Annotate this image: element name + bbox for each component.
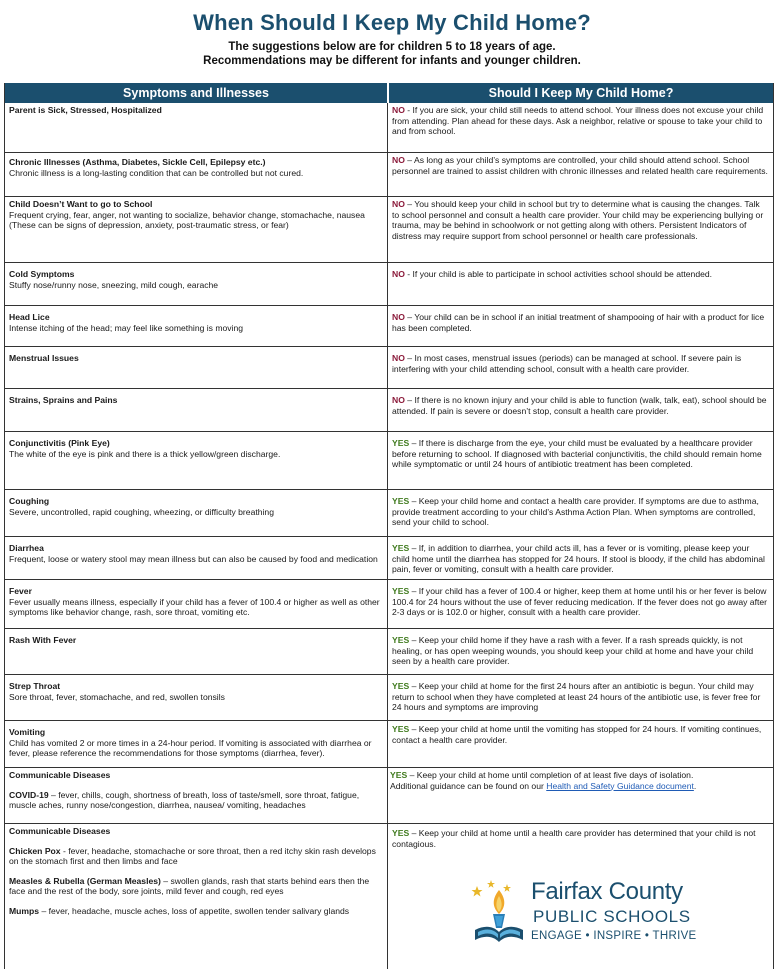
table-row — [5, 263, 773, 306]
symptom-cell — [5, 197, 387, 262]
symptom-desc: Frequent crying, fear, anger, not wanting to socialize, behavior change, stomachache, nausea (These can be signs of depression, anxiety, post-traumatic stress, or fear) — [9, 209, 365, 231]
symptom-name: Vomiting — [9, 727, 46, 737]
disease-label: Chicken Pox — [9, 845, 61, 856]
disease-item — [9, 906, 383, 917]
symptom-name: Child Doesn’t Want to go to School — [9, 199, 153, 209]
advice-text: – If your child has a fever of 100.4 or higher, keep them at home until his or her fever is below 100.4 for 24 hours without the use of fever reducing medication. If the fever does not go away after 2-3 days or is 102.0 or higher, consult with a health care provider. — [392, 586, 768, 618]
symptom-desc: Fever usually means illness, especially if your child has a fever of 100.4 or higher as well as other symptoms like behavior change, rash, sore throat, vomiting etc. — [9, 596, 380, 618]
table-row — [5, 432, 773, 490]
symptom-name: Head Lice — [9, 312, 50, 322]
advice-cell — [387, 629, 773, 674]
covid-description — [9, 790, 383, 811]
advice-text: – Keep your child at home until the vomiting has stopped for 24 hours. If vomiting continues, contact a health care provider. — [392, 724, 762, 745]
verdict-no: NO — [392, 199, 405, 209]
advice-cell — [387, 537, 773, 579]
table-row — [5, 675, 773, 721]
advice-text: – You should keep your child in school but try to determine what is causing the changes. Talk to school personnel and consult a health care provider. Your child may be experiencing bullying or trauma, may be behind in schoolwork or not getting along with others. Persistent Indicators of distress may require support from school personnel or health care professionals. — [392, 199, 764, 241]
advice-cell — [387, 768, 773, 823]
disease-label: Mumps — [9, 905, 40, 916]
logo-motto: ENGAGE • INSPIRE • THRIVE — [531, 930, 697, 942]
advice-text: – Keep your child home and contact a health care provider. If symptoms are due to asthma, provide treatment according to your child’s Asthma Action Plan. When symptoms are controlled, send your child to school. — [392, 496, 759, 528]
symptom-name: Chronic Illnesses (Asthma, Diabetes, Sickle Cell, Epilepsy etc.) — [9, 157, 266, 167]
advice-text: - If your child is able to participate in school activities school should be attended. — [404, 269, 713, 279]
verdict-no: NO — [392, 353, 405, 363]
verdict-yes: YES — [390, 770, 408, 780]
advice-cell — [387, 153, 773, 196]
verdict-no: NO — [392, 395, 405, 405]
symptom-name: Communicable Diseases — [9, 770, 111, 780]
table-row — [5, 490, 773, 537]
symptom-name: Fever — [9, 586, 32, 596]
disease-label: Measles & Rubella (German Measles) — [9, 875, 161, 886]
symptom-name: Cold Symptoms — [9, 269, 75, 279]
advice-text: – If there is no known injury and your child is able to function (walk, talk, eat), school should be attended. If pain is severe or doesn’t stop, consult a health care provider. — [392, 395, 767, 416]
advice-cell — [387, 263, 773, 305]
advice-cell — [387, 306, 773, 346]
symptom-cell — [5, 306, 387, 346]
page-title: When Should I Keep My Child Home? — [193, 10, 591, 35]
verdict-yes: YES — [392, 681, 410, 691]
symptom-desc: Stuffy nose/runny nose, sneezing, mild cough, earache — [9, 279, 219, 290]
symptom-name: Conjunctivitis (Pink Eye) — [9, 438, 110, 448]
verdict-no: NO — [392, 105, 405, 115]
symptom-cell — [5, 768, 387, 823]
disease-desc: – swollen glands, rash that starts behind ears then the face and the rest of the body, sore joints, mild fever and cough, red eyes — [9, 875, 370, 897]
symptom-desc: Frequent, loose or watery stool may mean illness but can also be caused by food and medication — [9, 553, 378, 564]
table-row — [5, 197, 773, 263]
verdict-yes: YES — [392, 635, 410, 645]
table-row — [5, 721, 773, 768]
advice-text-additional: Additional guidance can be found on our — [390, 780, 547, 791]
advice-text: – In most cases, menstrual issues (periods) can be managed at school. If severe pain is interfering with your child attending school, consult with a health care provider. — [392, 353, 742, 374]
symptom-desc: Sore throat, fever, stomachache, and red, swollen tonsils — [9, 691, 225, 702]
table-row — [5, 153, 773, 197]
logo-name-line2: PUBLIC SCHOOLS — [533, 907, 691, 926]
disease-desc: - fever, headache, stomachache or sore throat, then a red itchy skin rash develops on the stomach first and then limbs and face — [9, 845, 376, 867]
advice-text: - If you are sick, your child still needs to attend school. Your illness does not excuse your child from attending. Plan ahead for these days. Ask a neighbor, relative or spouse to take your child to and from school. — [392, 105, 764, 137]
symptom-name: Coughing — [9, 496, 50, 506]
header-symptoms: Symptoms and Illnesses — [123, 86, 269, 100]
symptom-cell — [5, 721, 387, 767]
covid-label: COVID-19 — [9, 789, 49, 800]
verdict-no: NO — [392, 312, 405, 322]
covid-symptoms: – fever, chills, cough, shortness of breath, loss of taste/smell, sore throat, fatigue, muscle aches, runny nose/congestion, diarrhea, nausea/ vomiting, headaches — [9, 789, 360, 811]
table-row — [5, 103, 773, 153]
advice-text: – If there is discharge from the eye, your child must be evaluated by a healthcare provider before returning to school. If diagnosed with bacterial conjunctivitis, the child should remain home while symptomatic or until 24 hours of antibiotic treatment has been completed. — [392, 438, 762, 470]
page-subtitle — [0, 40, 784, 68]
advice-text-end: . — [693, 780, 697, 791]
advice-cell — [387, 580, 773, 628]
verdict-yes: YES — [392, 438, 410, 448]
table-row — [5, 347, 773, 389]
advice-text: – Your child can be in school if an initial treatment of shampooing of hair with a product for lice has been completed. — [392, 312, 765, 333]
table-row — [5, 768, 773, 824]
disease-item — [9, 846, 383, 867]
advice-cell — [387, 721, 773, 767]
advice-cell — [387, 197, 773, 262]
advice-cell — [387, 103, 773, 152]
table-row — [5, 537, 773, 580]
symptom-name: Menstrual Issues — [9, 353, 79, 363]
symptom-cell — [5, 675, 387, 720]
verdict-yes: YES — [392, 496, 410, 506]
verdict-yes: YES — [392, 543, 410, 553]
symptom-desc: Chronic illness is a long-lasting condition that can be controlled but not cured. — [9, 167, 304, 178]
advice-cell — [387, 389, 773, 431]
symptom-cell — [5, 153, 387, 196]
table-row — [5, 306, 773, 347]
advice-cell — [387, 347, 773, 388]
symptom-name: Diarrhea — [9, 543, 44, 553]
verdict-no: NO — [392, 269, 405, 279]
symptom-cell — [5, 263, 387, 305]
symptom-cell — [5, 103, 387, 152]
symptom-name: Rash With Fever — [9, 635, 77, 645]
verdict-yes: YES — [392, 828, 410, 838]
disease-desc: – fever, headache, muscle aches, loss of appetite, swollen tender salivary glands — [39, 905, 350, 916]
symptom-cell — [5, 347, 387, 388]
symptom-desc: Severe, uncontrolled, rapid coughing, wheezing, or difficulty breathing — [9, 506, 274, 517]
advice-cell — [387, 432, 773, 489]
table-header — [5, 83, 773, 103]
symptom-cell — [5, 432, 387, 489]
symptom-cell — [5, 580, 387, 628]
symptom-cell — [5, 537, 387, 579]
verdict-yes: YES — [392, 724, 410, 734]
symptom-cell — [5, 490, 387, 536]
symptom-name: Communicable Diseases — [9, 826, 111, 836]
advice-text: – Keep your child at home for the first 24 hours after an antibiotic is begun. Your child may return to school when they have completed at least 24 hours of the antibiotic use, is fever free for 24 hours and symptoms are improving — [392, 681, 761, 713]
symptom-name: Parent is Sick, Stressed, Hospitalized — [9, 105, 162, 115]
advice-text: – Keep your child at home until completion of at least five days of isolation. — [407, 770, 694, 780]
disease-item — [9, 876, 383, 897]
advice-text: – If, in addition to diarrhea, your child acts ill, has a fever or is vomiting, please keep your child home until the diarrhea has stopped for 24 hours. If stool is bloody, if the child has abdominal pain, fever or vomiting, consult with a health care provider. — [392, 543, 765, 575]
guidance-table — [4, 83, 774, 969]
symptom-cell — [5, 824, 387, 969]
fcps-logo — [469, 878, 729, 950]
subtitle-line-2: Recommendations may be different for infants and younger children. — [203, 55, 581, 67]
symptom-cell — [5, 389, 387, 431]
symptom-desc: Child has vomited 2 or more times in a 24-hour period. If vomiting is associated with diarrhea or fever, please reference the recommendations for those symptoms (diarrhea, fever). — [9, 737, 372, 759]
advice-text: – Keep your child home if they have a rash with a fever. If a rash spreads quickly, is not healing, or has open weeping wounds, you should keep your child at home and have your child seen by a health care provider. — [392, 635, 754, 667]
advice-cell — [387, 490, 773, 536]
torch-book-icon — [469, 878, 531, 950]
symptom-desc: Intense itching of the head; may feel like something is moving — [9, 322, 244, 333]
advice-text: – Keep your child at home until a health care provider has determined that your child is not contagious. — [392, 828, 756, 849]
verdict-no: NO — [392, 155, 405, 165]
table-row — [5, 389, 773, 432]
advice-text: – As long as your child’s symptoms are controlled, your child should attend school. School personnel are trained to assist children with chronic illnesses and related health care requirements. — [392, 155, 768, 176]
header-keep-home: Should I Keep My Child Home? — [488, 86, 674, 100]
subtitle-line-1: The suggestions below are for children 5 to 18 years of age. — [228, 41, 556, 53]
symptom-cell — [5, 629, 387, 674]
symptom-name: Strep Throat — [9, 681, 61, 691]
symptom-desc: The white of the eye is pink and there is a thick yellow/green discharge. — [9, 448, 281, 459]
advice-cell — [387, 675, 773, 720]
health-safety-guidance-link[interactable]: Health and Safety Guidance document — [546, 780, 694, 791]
symptom-name: Strains, Sprains and Pains — [9, 395, 118, 405]
table-row — [5, 580, 773, 629]
logo-name-line1: Fairfax County — [531, 878, 683, 905]
table-row — [5, 629, 773, 675]
verdict-yes: YES — [392, 586, 410, 596]
